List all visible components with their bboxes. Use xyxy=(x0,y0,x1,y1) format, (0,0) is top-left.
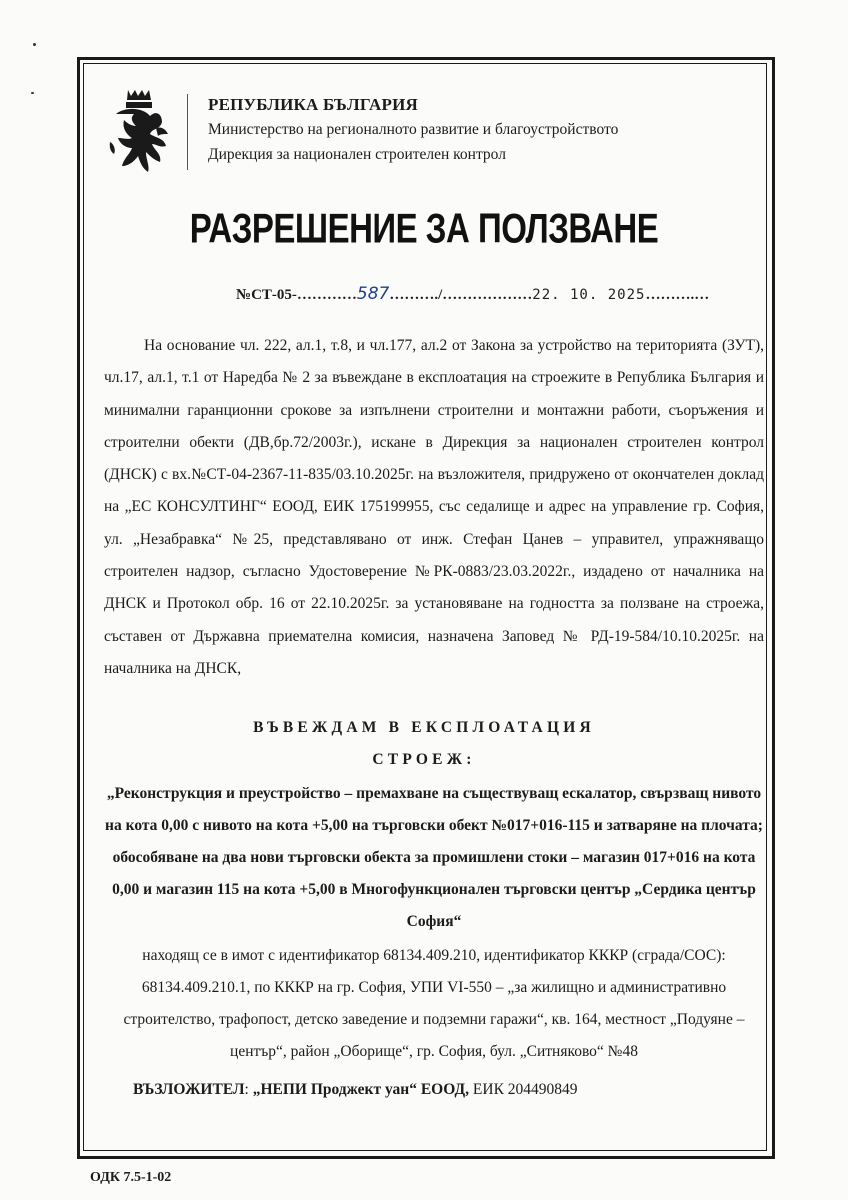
handwritten-permit-number: 587 xyxy=(356,284,390,304)
commission-heading: ВЪВЕЖДАМ В ЕКСПЛОАТАЦИЯ xyxy=(253,719,595,736)
assignor-separator: : xyxy=(244,1081,253,1098)
stamped-date: 22. 10. 2025 xyxy=(532,287,646,303)
ministry-name: Министерство на регионалното развитие и благоустройството xyxy=(208,121,619,138)
dots: ……………… xyxy=(442,287,533,303)
dots: ………… xyxy=(296,287,357,303)
letterhead xyxy=(104,84,744,184)
legal-basis-text: На основание чл. 222, ал.1, т.8, и чл.177, ал.2 от Закона за устройство на територията (ЗУТ), чл.17, ал.1, т.1 от Наредба № 2 за въвеждане в експлоатация на строежите в Република България и минимални гаранционни срокове за изпълнени строителни и монтажни работи, съоръжения и строителни обекти (ДВ,бр.72/2003г.), искане в Дирекция за национален строителен контрол (ДНСК) с вх.№СТ-04-2367-11-835/03.10.2025г. на възложителя, придружено от окончателен доклад на „ЕС КОНСУЛТИНГ“ ЕООД, ЕИК 175199955, със седалище и адрес на управление гр. София, ул. „Незабравка“ №25, представлявано от инж. Стефан Цанев – управител, упражняващо строителен надзор, съгласно Удостоверение №РК-0883/23.03.2022г., издадено от началника на ДНСК и Протокол обр. 16 от 22.10.2025г. за установяване на годността за ползване на строежа, съставен от Държавна приемателна комисия, назначена Заповед № РД-19-584/10.10.2025г. на началника на ДНСК, xyxy=(104,337,764,677)
lion-coat-of-arms-icon xyxy=(104,84,178,180)
legal-basis-paragraph xyxy=(104,330,764,685)
form-code: ОДК 7.5-1-02 xyxy=(90,1170,172,1185)
scan-speck xyxy=(31,92,34,94)
dots: ……….… xyxy=(645,287,710,303)
permit-number-prefix: №СТ-05- xyxy=(236,287,297,303)
assignor-eik: ЕИК 204490849 xyxy=(469,1081,578,1098)
header-text xyxy=(208,92,618,167)
assignor-label: ВЪЗЛОЖИТЕЛ xyxy=(133,1081,245,1098)
document-title: РАЗРЕШЕНИЕ ЗА ПОЛЗВАНЕ xyxy=(189,205,659,252)
assignor-name: „НЕПИ Проджект уан“ ЕООД, xyxy=(252,1081,470,1098)
directorate-name: Дирекция за национален строителен контрол xyxy=(208,146,506,163)
scan-speck xyxy=(33,43,36,46)
assignor-line xyxy=(133,1081,578,1099)
construction-title: „Реконструкция и преустройство – премахване на съществуващ ескалатор, свързващ нивото на кота 0,00 с нивото на кота +5,00 на търговски обект №017+016-115 и затваряне на плочата; обособяване на два нови търговски обекта за промишлени стоки – магазин 017+016 на кота 0,00 и магазин 115 на кота +5,00 в Многофункционален търговски център „Сердика център София“ xyxy=(105,785,763,930)
header-divider xyxy=(187,94,188,170)
slash: / xyxy=(438,287,443,303)
dots: ………. xyxy=(389,287,439,303)
country-name: РЕПУБЛИКА БЪЛГАРИЯ xyxy=(208,95,418,114)
permit-number-line xyxy=(236,284,709,304)
location-paragraph: находящ се в имот с идентификатор 68134.409.210, идентификатор КККР (сграда/СОС): 68134.409.210.1, по КККР на гр. София, УПИ VI-550 – „за жилищно и административно строителство, трафопост, детско заведение и подземни гаражи“, кв. 164, местност „Подуяне – център“, район „Оборище“, гр. София, бул. „Ситняково“ №48 xyxy=(123,947,745,1060)
construction-heading: СТРОЕЖ: xyxy=(372,751,476,768)
